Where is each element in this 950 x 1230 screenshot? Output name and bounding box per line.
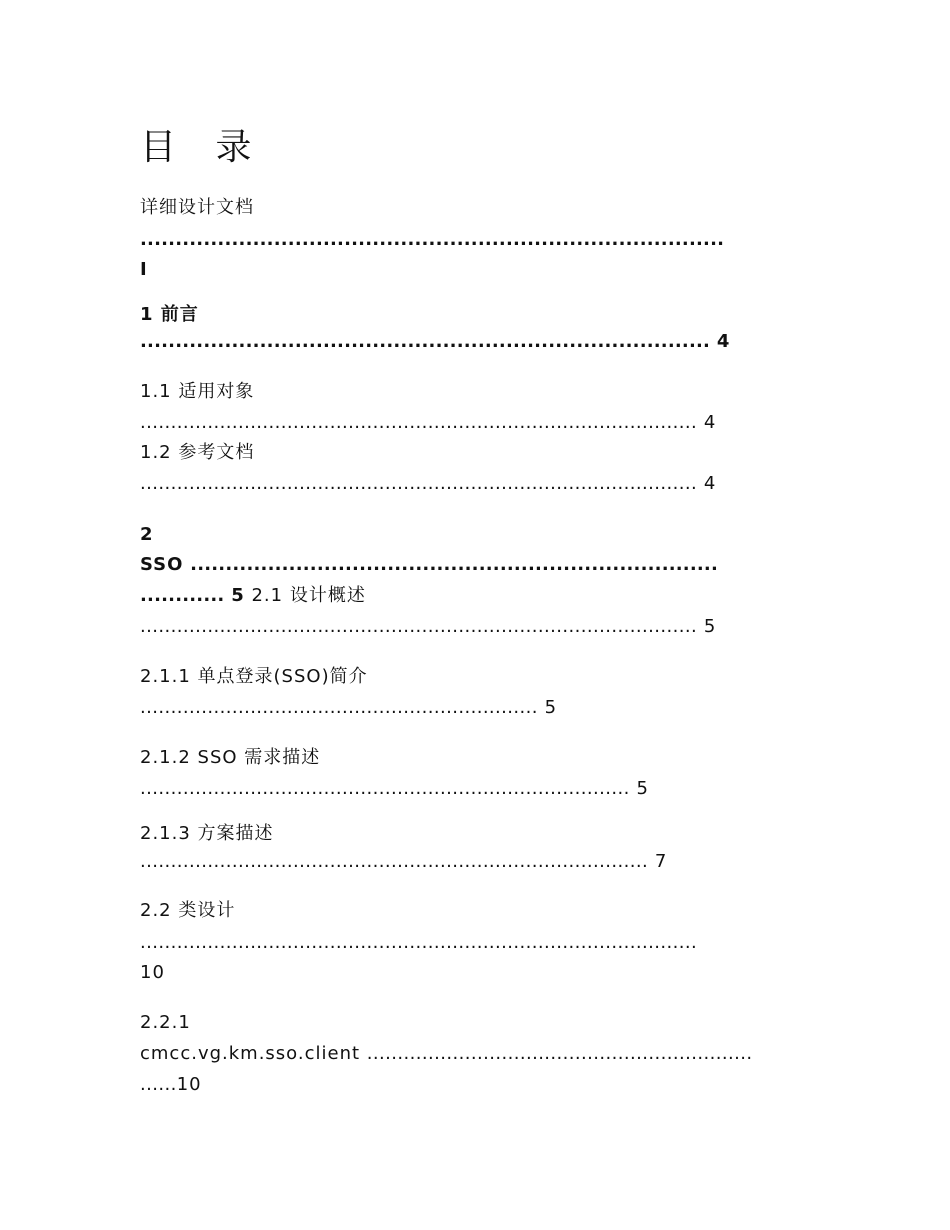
toc-entry-2-2-label[interactable]: 2.2 类设计 bbox=[140, 900, 236, 921]
toc-entry-2-number: 2 bbox=[140, 524, 154, 545]
toc-page-number: 5 bbox=[231, 585, 245, 606]
toc-entry-2-2-1-continued bbox=[140, 1073, 202, 1097]
toc-page-number: I bbox=[140, 259, 148, 280]
toc-entry-1-1-label[interactable]: 1.1 适用对象 bbox=[140, 381, 255, 402]
toc-leader-dots: ................................................................................... bbox=[140, 229, 725, 250]
toc-title: 目 录 bbox=[140, 127, 266, 168]
toc-page-number: 7 bbox=[654, 851, 668, 872]
toc-entry-1[interactable] bbox=[140, 303, 199, 327]
toc-entry-label: 1 前言 bbox=[140, 304, 199, 325]
toc-page-number: 4 bbox=[703, 473, 717, 494]
toc-leader-dots: ................................................................................... bbox=[140, 851, 649, 872]
toc-entry-2-continued[interactable] bbox=[140, 584, 366, 608]
toc-page-number: 4 bbox=[716, 331, 731, 352]
toc-entry-2-1-2-label[interactable]: 2.1.2 SSO 需求描述 bbox=[140, 747, 321, 768]
toc-page-number: 10 bbox=[176, 1074, 202, 1095]
toc-entry-1-2-leader bbox=[140, 472, 716, 496]
toc-leader-dots: ........................................................................................... bbox=[140, 616, 698, 637]
toc-leader-dots: ................................................................. bbox=[140, 697, 538, 718]
toc-leader-dots: ........................................................................................... bbox=[140, 473, 698, 494]
toc-entry-2-2-1[interactable] bbox=[140, 1042, 752, 1066]
toc-entry-2-1-leader bbox=[140, 615, 716, 639]
toc-entry-label: cmcc.vg.km.sso.client bbox=[140, 1043, 361, 1064]
toc-leader-dots: ...... bbox=[140, 1074, 177, 1095]
toc-entry-2-1-1-leader bbox=[140, 696, 557, 720]
toc-entry-2-1-label: 2.1 设计概述 bbox=[251, 585, 366, 606]
toc-page-number: 4 bbox=[703, 412, 717, 433]
toc-entry-2[interactable] bbox=[140, 553, 718, 577]
toc-entry-2-1-3-label[interactable]: 2.1.3 方案描述 bbox=[140, 823, 274, 844]
toc-entry-doc-title-label[interactable]: 详细设计文档 bbox=[140, 197, 254, 218]
toc-page-number: 5 bbox=[636, 778, 649, 799]
toc-entry-1-leader bbox=[140, 330, 730, 354]
toc-entry-2-1-3-leader bbox=[140, 850, 667, 874]
toc-leader-dots: ........................................................................... bbox=[190, 554, 718, 575]
toc-entry-1-1-leader bbox=[140, 411, 716, 435]
toc-leader-dots: ............................................................... bbox=[366, 1043, 753, 1064]
toc-page-number: 5 bbox=[703, 616, 717, 637]
toc-entry-2-2-1-number: 2.2.1 bbox=[140, 1012, 191, 1033]
toc-page-number: 10 bbox=[140, 962, 165, 983]
toc-entry-label: SSO bbox=[140, 554, 184, 575]
toc-leader-dots: ............ bbox=[140, 585, 225, 606]
toc-leader-dots: ................................................................................. bbox=[140, 331, 711, 352]
toc-entry-2-1-1-label[interactable]: 2.1.1 单点登录(SSO)简介 bbox=[140, 666, 368, 687]
toc-leader-dots: ........................................................................................... bbox=[140, 412, 698, 433]
toc-leader-dots: ........................................................................................... bbox=[140, 932, 698, 953]
toc-leader-dots: ................................................................................ bbox=[140, 778, 630, 799]
toc-entry-2-1-2-leader bbox=[140, 777, 649, 801]
toc-entry-1-2-label[interactable]: 1.2 参考文档 bbox=[140, 442, 255, 463]
toc-page-number: 5 bbox=[544, 697, 558, 718]
